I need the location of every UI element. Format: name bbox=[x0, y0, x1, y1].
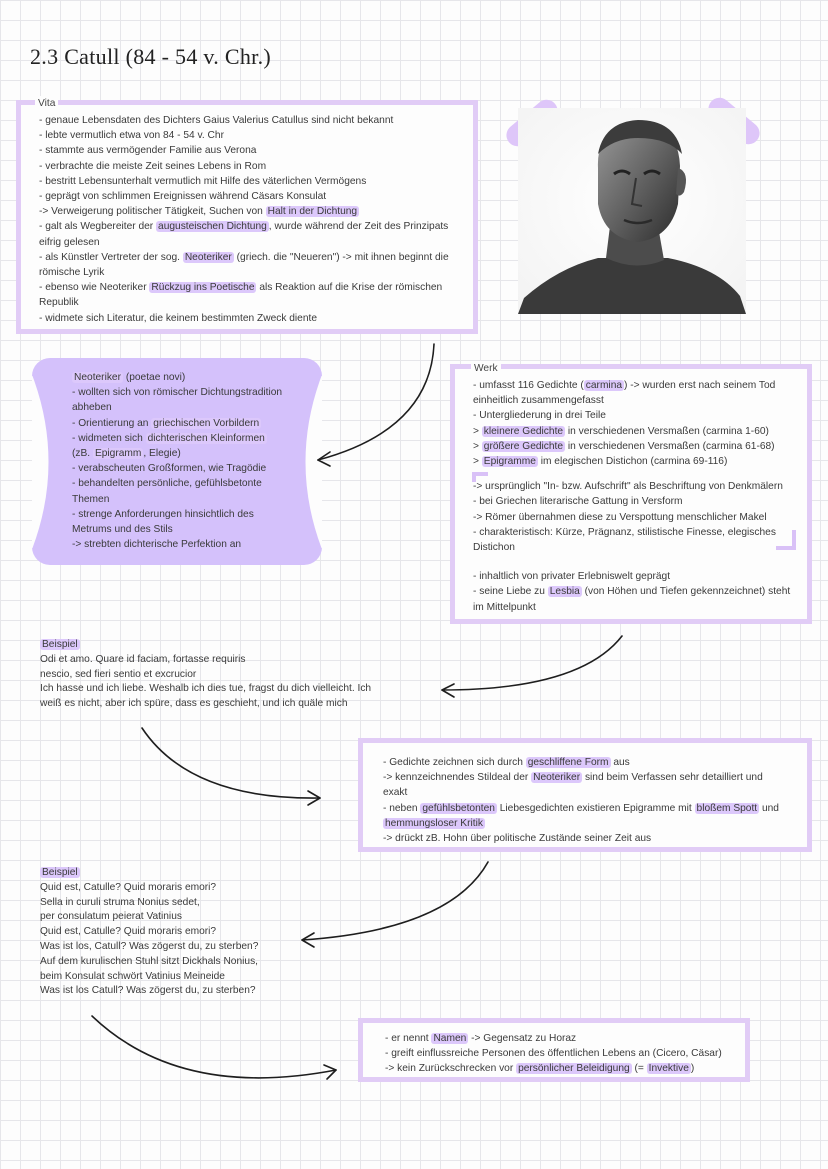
beispiel-line: Was ist los, Catull? Was zögerst du, zu sterben? bbox=[40, 940, 259, 952]
werk-line: einheitlich zusammengefasst bbox=[473, 395, 604, 407]
beispiel-line: Odi et amo. Quare id faciam, fortasse requiris bbox=[40, 653, 246, 665]
vita-line: - lebte vermutlich etwa von 84 - 54 v. Chr bbox=[39, 130, 224, 142]
vita-line: - stammte aus vermögender Familie aus Verona bbox=[39, 145, 257, 157]
highlight: Namen bbox=[433, 1033, 467, 1044]
stil-line: exakt bbox=[383, 787, 408, 799]
arrowhead bbox=[442, 684, 454, 697]
highlight: Halt in der Dichtung bbox=[267, 206, 358, 218]
neo-line: Themen bbox=[72, 493, 110, 505]
beispiel-line: Quid est, Catulle? Quid moraris emori? bbox=[40, 926, 217, 938]
highlight: augusteischen Dichtung bbox=[158, 221, 267, 233]
werk-line: - bei Griechen literarische Gattung in Versform bbox=[473, 496, 683, 508]
neo-line: -> strebten dichterische Perfektion an bbox=[72, 539, 242, 551]
beispiel-line: Ich hasse und ich liebe. Weshalb ich dies tue, fragst du dich vielleicht. Ich bbox=[40, 683, 372, 695]
vita-line: - als Künstler Vertreter der sog. Neoteriker (griech. die "Neueren") -> mit ihnen beginnt die bbox=[39, 251, 449, 263]
stil-line: - neben gefühlsbetonten Liebesgedichten existieren Epigramme mit bloßem Spott und bbox=[383, 802, 779, 814]
beispiel-line: Quid est, Catulle? Quid moraris emori? bbox=[40, 881, 217, 893]
vita-line: - bestritt Lebensunterhalt vermutlich mit Hilfe des väterlichen Vermögens bbox=[39, 175, 367, 187]
werk-label: Werk bbox=[471, 361, 501, 376]
vita-line: - ebenso wie Neoteriker Rückzug ins Poetische als Reaktion auf die Krise der römischen bbox=[39, 282, 443, 294]
werk-line: -> ursprünglich "In- bzw. Aufschrift" als Beschriftung von Denkmälern bbox=[473, 481, 783, 493]
werk-line: Distichon bbox=[473, 542, 515, 554]
beispiel-line: Sella in curuli struma Nonius sedet, bbox=[40, 896, 200, 908]
beispiel-label: Beispiel bbox=[42, 639, 78, 650]
stil-box bbox=[358, 738, 812, 852]
neo-line: (zB. Epigramm , Elegie) bbox=[72, 448, 181, 460]
highlight: carmina bbox=[585, 380, 623, 391]
arrow bbox=[318, 344, 434, 460]
werk-line: > kleinere Gedichte in verschiedenen Versmaßen (carmina 1-60) bbox=[473, 425, 769, 437]
werk-box bbox=[450, 364, 812, 624]
werk-line: im Mittelpunkt bbox=[473, 601, 536, 613]
werk-line: - charakteristisch: Kürze, Prägnanz, stilistische Finesse, elegisches bbox=[473, 526, 776, 538]
arrow bbox=[302, 862, 488, 940]
vita-line: eifrig gelesen bbox=[39, 236, 100, 248]
highlight: Neoteriker bbox=[74, 372, 121, 383]
stil-line: -> drückt zB. Hohn über politische Zustände seiner Zeit aus bbox=[383, 833, 652, 845]
highlight: kleinere Gedichte bbox=[483, 425, 564, 437]
vita-line: - verbrachte die meiste Zeit seines Lebens in Rom bbox=[39, 160, 267, 172]
beispiel-1 bbox=[40, 638, 371, 712]
highlight: Lesbia bbox=[549, 586, 580, 598]
arrow bbox=[142, 728, 320, 798]
epigramm-subbox bbox=[469, 479, 801, 555]
highlight: geschliffene Form bbox=[527, 757, 609, 768]
highlight: hemmungsloser Kritik bbox=[385, 817, 483, 829]
beispiel-label: Beispiel bbox=[42, 867, 78, 878]
namen-line: -> kein Zurückschrecken vor persönlicher Beleidigung (= Invektive ) bbox=[385, 1063, 695, 1075]
werk-line: - seine Liebe zu Lesbia (von Höhen und Tiefen gekennzeichnet) steht bbox=[473, 586, 791, 598]
neo-line: - verabscheuten Großformen, wie Tragödie bbox=[72, 463, 267, 475]
beispiel-line: weiß es nicht, aber ich spüre, dass es geschieht, und ich quäle mich bbox=[40, 698, 348, 710]
beispiel-line: Auf dem kurulischen Stuhl sitzt Dickhals Nonius, bbox=[40, 955, 258, 967]
neo-line: - behandelten persönliche, gefühlsbetonte bbox=[72, 478, 262, 490]
beispiel-line: beim Konsulat schwört Vatinius Meineide bbox=[40, 970, 225, 982]
page-title: 2.3 Catull (84 - 54 v. Chr.) bbox=[30, 44, 272, 69]
highlight: dichterischen Kleinformen bbox=[147, 432, 265, 444]
namen-line: - er nennt Namen -> Gegensatz zu Horaz bbox=[385, 1033, 577, 1044]
highlight: griechischen Vorbildern bbox=[153, 417, 260, 429]
vita-label: Vita bbox=[35, 96, 58, 111]
namen-line: - greift einflussreiche Personen des öffentlichen Lebens an (Cicero, Cäsar) bbox=[385, 1048, 722, 1060]
neo-line: Neoteriker (poetae novi) bbox=[74, 372, 186, 383]
beispiel-2 bbox=[40, 866, 258, 999]
vita-line: - galt als Wegbereiter der augusteischen Dichtung , wurde während der Zeit des Prinzipats bbox=[39, 221, 449, 233]
neo-line: abheben bbox=[72, 402, 112, 414]
highlight: persönlicher Beleidigung bbox=[518, 1063, 630, 1075]
werk-line: - inhaltlich von privater Erlebniswelt geprägt bbox=[473, 571, 671, 583]
werk-line: -> Römer übernahmen diese zu Verspottung menschlicher Makel bbox=[473, 511, 767, 523]
arrowhead bbox=[308, 791, 320, 805]
highlight: bloßem Spott bbox=[696, 802, 758, 814]
werk-line: > Epigramme im elegischen Distichon (carmina 69-116) bbox=[473, 456, 728, 468]
neo-line: - widmeten sich dichterischen Kleinformen bbox=[72, 432, 265, 444]
werk-line: - umfasst 116 Gedichte ( carmina ) -> wurden erst nach seinem Tod bbox=[473, 380, 776, 391]
arrow bbox=[442, 636, 622, 690]
stil-line bbox=[383, 816, 801, 831]
highlight: größere Gedichte bbox=[483, 440, 564, 452]
werk-line: - Untergliederung in drei Teile bbox=[473, 410, 606, 422]
beispiel-line: Was ist los Catull? Was zögerst du, zu sterben? bbox=[40, 985, 256, 997]
highlight: Neoteriker bbox=[533, 772, 581, 784]
neo-line: - wollten sich von römischer Dichtungstradition bbox=[72, 387, 283, 399]
vita-line: -> Verweigerung politischer Tätigkeit, Suchen von Halt in der Dichtung bbox=[39, 206, 358, 218]
beispiel-line: nescio, sed fieri sentio et excrucior bbox=[40, 668, 197, 680]
vita-line: römische Lyrik bbox=[39, 267, 105, 279]
stil-line: -> kennzeichnendes Stildeal der Neoteriker sind beim Verfassen sehr detailliert und bbox=[383, 772, 763, 784]
highlight: Invektive bbox=[648, 1063, 689, 1075]
neoteriker-text bbox=[72, 370, 282, 552]
neo-line: Metrums und des Stils bbox=[72, 524, 173, 536]
stil-line: - Gedichte zeichnen sich durch geschliffene Form aus bbox=[383, 757, 630, 768]
highlight: Epigramme bbox=[483, 456, 536, 468]
neo-line: - strenge Anforderungen hinsichtlich des bbox=[72, 508, 254, 520]
vita-line: - widmete sich Literatur, die keinem bestimmten Zweck diente bbox=[39, 312, 318, 324]
arrowhead bbox=[324, 1065, 336, 1079]
arrowhead bbox=[302, 933, 314, 947]
vita-line: Republik bbox=[39, 297, 79, 309]
namen-box bbox=[358, 1018, 750, 1082]
vita-line: - genaue Lebensdaten des Dichters Gaius Valerius Catullus sind nicht bekannt bbox=[39, 115, 394, 126]
neo-line: - Orientierung an griechischen Vorbildern bbox=[72, 417, 260, 429]
beispiel-line: per consulatum peierat Vatinius bbox=[40, 911, 182, 923]
highlight: Neoteriker bbox=[184, 251, 232, 263]
vita-line: - geprägt von schlimmen Ereignissen während Cäsars Konsulat bbox=[39, 191, 327, 203]
werk-line: > größere Gedichte in verschiedenen Versmaßen (carmina 61-68) bbox=[473, 440, 775, 452]
highlight: gefühlsbetonten bbox=[422, 802, 495, 814]
highlight: Epigramm bbox=[94, 448, 142, 460]
catullus-bust-image bbox=[518, 108, 746, 314]
arrow bbox=[92, 1016, 336, 1078]
highlight: Rückzug ins Poetische bbox=[151, 282, 255, 294]
vita-box bbox=[16, 100, 478, 334]
